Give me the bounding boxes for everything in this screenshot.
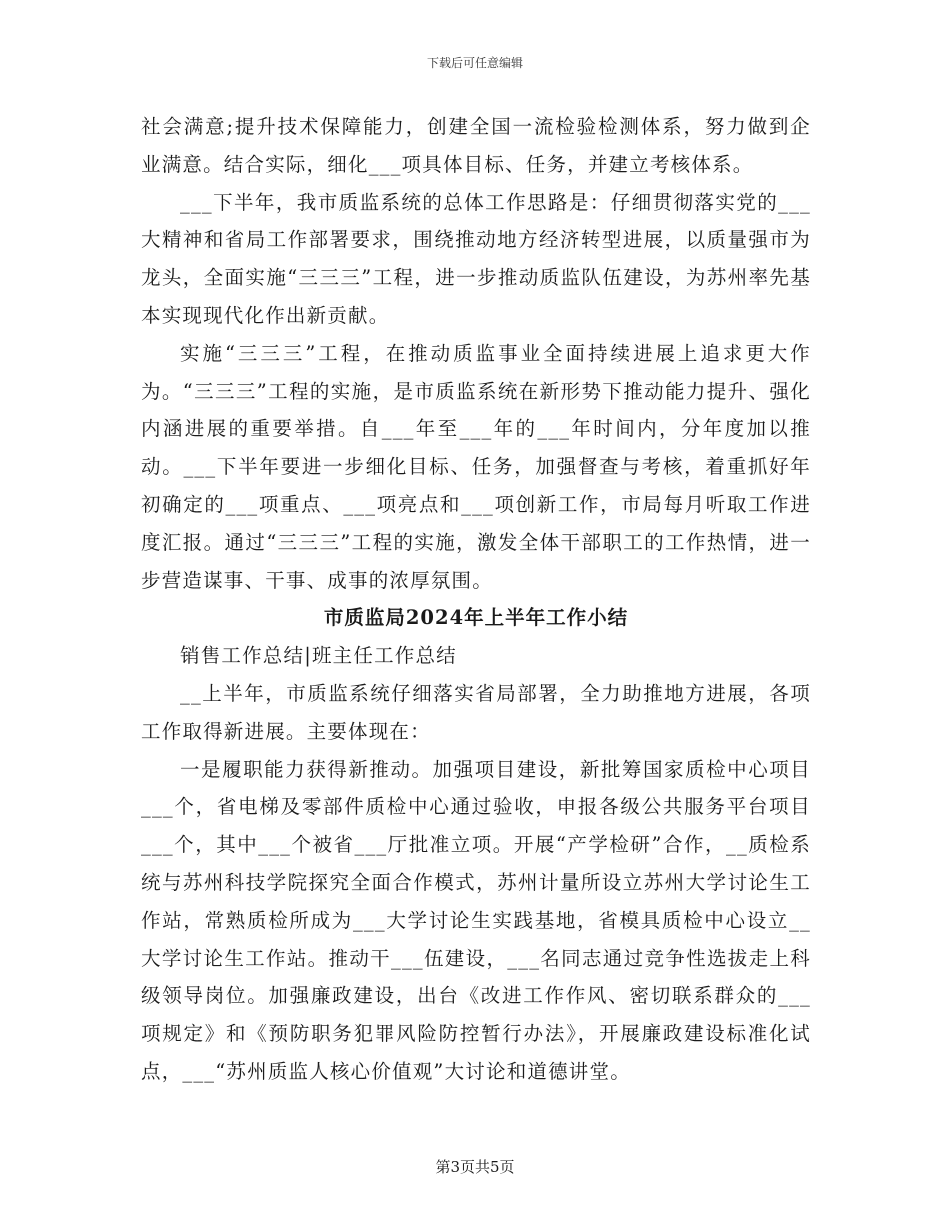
header-note: 下载后可任意编辑 <box>426 56 523 70</box>
paragraph-summary-intro: __上半年，市质监系统仔细落实省局部署，全力助推地方进展，各项工作取得新进展。主要体现在： <box>141 681 811 743</box>
section-subtitle: 销售工作总结|班主任工作总结 <box>180 644 457 668</box>
page-number: 第3页共5页 <box>435 1158 515 1176</box>
paragraph-333-project: 实施“三三三”工程，在推动质监事业全面持续进展上追求更大作为。“三三三”工程的实施，是市质监系统在新形势下推动能力提升、强化内涵进展的重要举措。自___年至___年的___年时间内，分年度加以推动。___下半年要进一步细化目标、任务，加强督查与考核，着重抓好年初确定的___项重点、___项亮点和___项创新工作，市局每月听取工作进度汇报。通过“三三三”工程的实施，激发全体干部职工的工作热情，进一步营造谋事、干事、成事的浓厚氛围。 <box>141 341 811 592</box>
paragraph-work-approach: ___下半年，我市质监系统的总体工作思路是：仔细贯彻落实党的___大精神和省局工作部署要求，围绕推动地方经济转型进展，以质量强市为龙头，全面实施“三三三”工程，进一步推动质监队伍建设，为苏州率先基本实现现代化作出新贡献。 <box>141 190 811 327</box>
document-body <box>141 108 811 1091</box>
paragraph-continuation: 社会满意;提升技术保障能力，创建全国一流检验检测体系，努力做到企业满意。结合实际，细化___项具体目标、任务，并建立考核体系。 <box>141 115 811 176</box>
section-title: 市质监局2024年上半年工作小结 <box>323 606 629 630</box>
paragraph-capability: 一是履职能力获得新推动。加强项目建设，新批筹国家质检中心项目___个，省电梯及零部件质检中心通过验收，申报各级公共服务平台项目___个，其中___个被省___厅批准立项。开展“产学检研”合作，__质检系统与苏州科技学院探究全面合作模式，苏州计量所设立苏州大学讨论生工作站，常熟质检所成为___大学讨论生实践基地，省模具质检中心设立__大学讨论生工作站。推动干___伍建设，___名同志通过竞争性选拔走上科级领导岗位。加强廉政建设，出台《改进工作作风、密切联系群众的___项规定》和《预防职务犯罪风险防控暂行办法》，开展廉政建设标准化试点，___“苏州质监人核心价值观”大讨论和道德讲堂。 <box>141 757 811 1083</box>
